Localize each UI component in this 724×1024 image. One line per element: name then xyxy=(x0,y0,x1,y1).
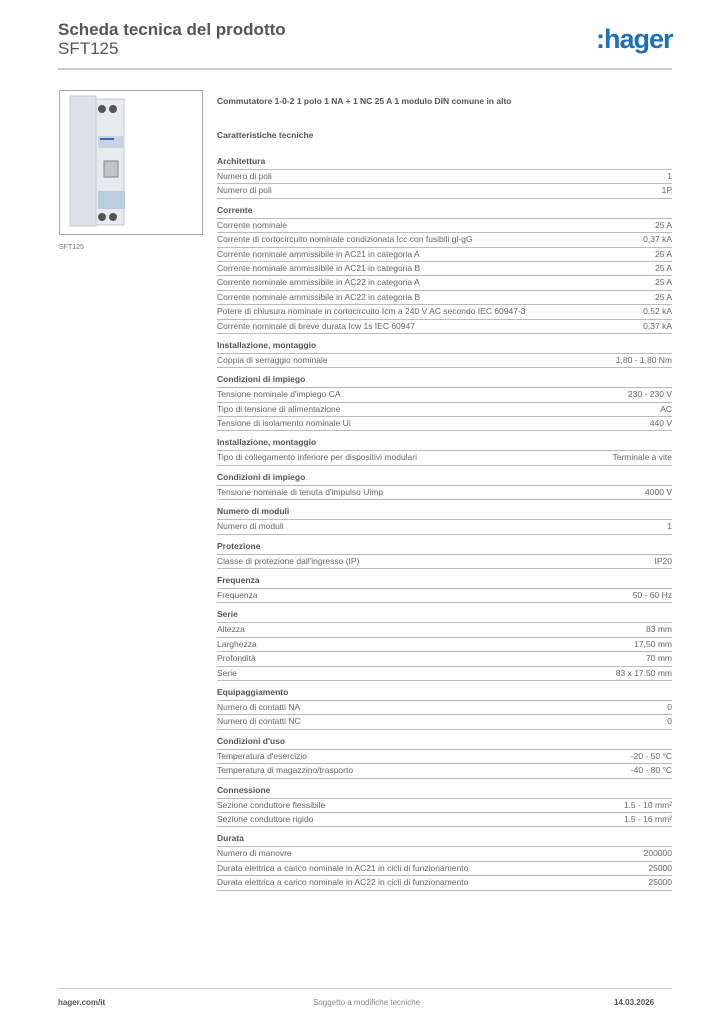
spec-row xyxy=(217,305,672,319)
spec-value: -40 - 80 °C xyxy=(630,765,672,776)
spec-row xyxy=(217,388,672,402)
spec-label: Serie xyxy=(217,667,237,678)
spec-value: 25 A xyxy=(654,219,672,230)
spec-label: Classe di protezione dall'ingresso (IP) xyxy=(217,555,360,566)
spec-sections xyxy=(217,156,672,891)
section-title: Protezione xyxy=(217,541,672,555)
spec-value: 25 A xyxy=(654,262,672,273)
spec-label: Potere di chiusura nominale in cortocircuito Icm a 240 V AC secondo IEC 60947-3 xyxy=(217,306,526,317)
spec-label: Numero di poli xyxy=(217,171,272,181)
spec-label: Sezione conduttore rigido xyxy=(217,813,314,824)
spec-value: 0 xyxy=(667,716,672,727)
spec-section xyxy=(217,205,672,334)
spec-row xyxy=(217,170,672,184)
spec-row xyxy=(217,276,672,290)
spec-value: 1,80 - 1,80 Nm xyxy=(615,354,672,365)
spec-section xyxy=(217,736,672,779)
spec-row xyxy=(217,667,672,681)
spec-row xyxy=(217,813,672,827)
spec-row xyxy=(217,354,672,368)
spec-row xyxy=(217,701,672,715)
product-code: SFT125 xyxy=(58,39,119,58)
spec-row xyxy=(217,417,672,431)
spec-row xyxy=(217,799,672,813)
section-title: Corrente xyxy=(217,205,672,219)
spec-row xyxy=(217,219,672,233)
spec-label: Numero di manovre xyxy=(217,848,292,859)
spec-value: 0,37 kA xyxy=(643,234,672,245)
spec-row xyxy=(217,486,672,500)
spec-value: 0 xyxy=(667,701,672,712)
spec-label: Numero di contatti NC xyxy=(217,716,301,727)
spec-value: 83 x 17.50 mm xyxy=(615,667,672,678)
spec-label: Temperatura di magazzino/trasporto xyxy=(217,765,354,776)
spec-section xyxy=(217,374,672,431)
spec-row xyxy=(217,715,672,729)
header-divider xyxy=(58,68,672,70)
spec-row xyxy=(217,233,672,247)
spec-value: 1P xyxy=(661,185,672,196)
spec-row xyxy=(217,262,672,276)
spec-label: Numero di contatti NA xyxy=(217,701,301,712)
spec-label: Coppia di serraggio nominale xyxy=(217,354,328,365)
spec-value: 25000 xyxy=(648,862,672,873)
spec-row xyxy=(217,876,672,890)
section-title: Condizioni di impiego xyxy=(217,472,672,486)
spec-row xyxy=(217,520,672,534)
spec-row xyxy=(217,451,672,465)
spec-label: Tensione nominale di tenuta d'impulso Uimp xyxy=(217,486,384,497)
spec-row xyxy=(217,555,672,569)
section-title: Connessione xyxy=(217,785,672,799)
section-title: Frequenza xyxy=(217,575,672,589)
product-image xyxy=(59,90,203,235)
spec-section xyxy=(217,785,672,828)
spec-row xyxy=(217,184,672,198)
spec-label: Tipo di collegamento inferiore per dispositivi modulari xyxy=(217,452,418,463)
section-title: Durata xyxy=(217,833,672,847)
spec-value: 25 A xyxy=(654,248,672,259)
spec-label: Tipo di tensione di alimentazione xyxy=(217,403,341,414)
spec-label: Larghezza xyxy=(217,638,257,649)
section-title: Equipaggiamento xyxy=(217,687,672,701)
section-title: Installazione, montaggio xyxy=(217,437,672,451)
footer-notice: Soggetto a modifiche tecniche xyxy=(313,998,421,1007)
spec-value: 1.5 - 16 mm² xyxy=(623,813,672,824)
spec-label: Tensione nominale d'impiego CA xyxy=(217,389,341,400)
spec-row xyxy=(217,638,672,652)
spec-label: Corrente nominale di breve durata Icw 1s IEC 60947 xyxy=(217,320,415,331)
hager-logo: :hager xyxy=(596,24,673,54)
spec-section xyxy=(217,833,672,890)
spec-label: Corrente nominale ammissibile in AC21 in categoria B xyxy=(217,262,421,273)
spec-row xyxy=(217,750,672,764)
image-caption: SFT125 xyxy=(59,244,84,251)
spec-value: 83 mm xyxy=(646,624,672,635)
spec-label: Tensione di isolamento nominale Ui xyxy=(217,418,351,429)
spec-value: 70 mm xyxy=(646,653,672,664)
spec-section xyxy=(217,437,672,465)
section-title: Condizioni di impiego xyxy=(217,374,672,388)
spec-label: Altezza xyxy=(217,624,245,635)
spec-value: 50 - 60 Hz xyxy=(632,590,672,601)
spec-row xyxy=(217,589,672,603)
spec-row xyxy=(217,764,672,778)
spec-value: 25000 xyxy=(648,877,672,888)
spec-section xyxy=(217,472,672,500)
spec-value: Terminale a vite xyxy=(612,452,672,463)
spec-label: Corrente nominale ammissibile in AC21 in categoria A xyxy=(217,248,420,259)
footer-divider xyxy=(58,988,672,989)
spec-label: Corrente di cortocircuito nominale condizionata Icc con fusibili gl-gG xyxy=(217,234,473,245)
spec-value: 0,52 kA xyxy=(643,306,672,317)
page-title: Scheda tecnica del prodotto xyxy=(58,20,286,39)
product-description: Commutatore 1-0-2 1 polo 1 NA + 1 NC 25 A 1 modulo DIN comune in alto xyxy=(217,96,512,106)
spec-value: 200000 xyxy=(643,848,672,859)
spec-row xyxy=(217,652,672,666)
spec-value: 1.5 - 10 mm² xyxy=(623,799,672,810)
spec-value: 230 - 230 V xyxy=(628,389,672,400)
section-title: Condizioni d'uso xyxy=(217,736,672,750)
spec-row xyxy=(217,623,672,637)
footer-website[interactable]: hager.com/it xyxy=(58,998,106,1007)
spec-row xyxy=(217,862,672,876)
spec-section xyxy=(217,340,672,368)
section-title: Numero di moduli xyxy=(217,506,672,520)
spec-section xyxy=(217,575,672,603)
spec-section xyxy=(217,609,672,681)
spec-row xyxy=(217,320,672,334)
spec-label: Corrente nominale ammissibile in AC22 in categoria B xyxy=(217,291,421,302)
section-title: Architettura xyxy=(217,156,672,170)
characteristics-heading: Caratteristiche tecniche xyxy=(217,130,314,140)
spec-label: Numero di poli xyxy=(217,185,272,196)
spec-label: Numero di moduli xyxy=(217,521,284,532)
spec-section xyxy=(217,541,672,569)
spec-value: 0,37 kA xyxy=(643,320,672,331)
spec-section xyxy=(217,506,672,534)
spec-value: 25 A xyxy=(654,277,672,288)
spec-row xyxy=(217,248,672,262)
spec-label: Durata elettrica a carico nominale in AC22 in cicli di funzionamento xyxy=(217,877,469,888)
spec-value: 25 A xyxy=(654,291,672,302)
section-title: Installazione, montaggio xyxy=(217,340,672,354)
spec-label: Sezione conduttore flessibile xyxy=(217,799,326,810)
spec-section xyxy=(217,687,672,730)
spec-label: Frequenza xyxy=(217,590,258,601)
spec-label: Corrente nominale xyxy=(217,219,287,230)
spec-value: IP20 xyxy=(654,555,672,566)
section-title: Serie xyxy=(217,609,672,623)
spec-label: Durata elettrica a carico nominale in AC21 in cicli di funzionamento xyxy=(217,862,469,873)
spec-value: 4000 V xyxy=(645,486,672,497)
spec-row xyxy=(217,403,672,417)
spec-label: Corrente nominale ammissibile in AC22 in categoria A xyxy=(217,277,420,288)
spec-section xyxy=(217,156,672,199)
spec-value: 17,50 mm xyxy=(634,638,672,649)
spec-value: 1 xyxy=(667,521,672,532)
spec-row xyxy=(217,847,672,861)
spec-row xyxy=(217,291,672,305)
spec-value: 1 xyxy=(667,171,672,181)
footer-date: 14.03.2026 xyxy=(614,998,655,1007)
spec-value: 440 V xyxy=(649,418,672,429)
spec-label: Profondità xyxy=(217,653,256,664)
spec-value: AC xyxy=(660,403,672,414)
spec-value: -20 - 50 °C xyxy=(630,750,672,761)
spec-content xyxy=(217,96,672,895)
spec-label: Temperatura d'esercizio xyxy=(217,750,307,761)
